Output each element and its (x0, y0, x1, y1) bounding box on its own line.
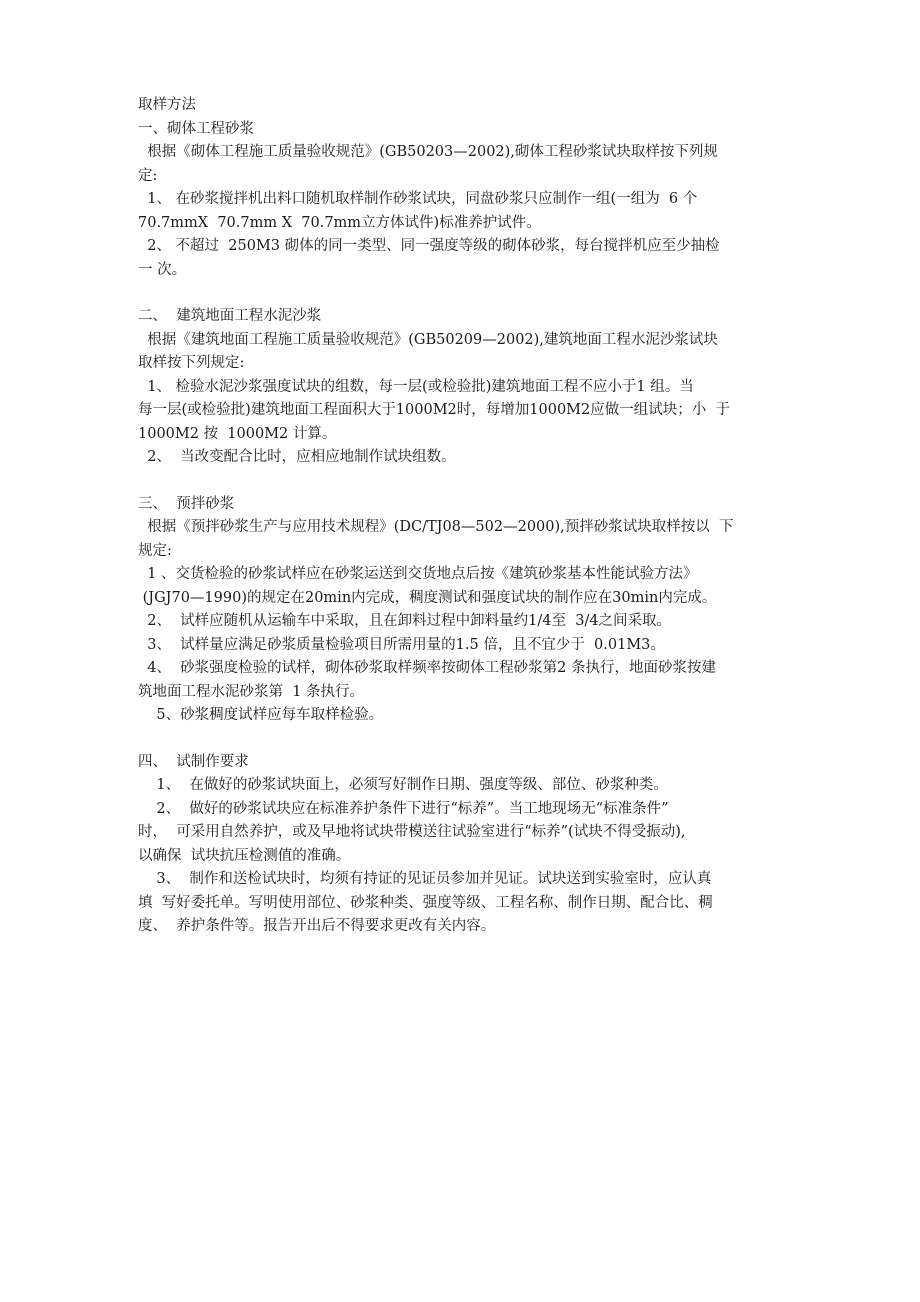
paragraph-line: 4、 砂浆强度检验的试样，砌体砂浆取样频率按砌体工程砂浆第2 条执行，地面砂浆按建 (138, 660, 716, 676)
paragraph-line: 取样按下列规定: (138, 355, 245, 371)
paragraph-line: 1000M2 按 1000M2 计算。 (138, 425, 337, 442)
paragraph-line: 1、 在砂浆搅拌机出料口随机取样制作砂浆试块，同盘砂浆只应制作一组(一组为 6 个 (138, 191, 698, 207)
paragraph-line: 根据《预拌砂浆生产与应用技术规程》(DC/TJ08—502—2000),预拌砂浆试块取样按以 下 (138, 519, 734, 535)
section-masonry-mortar (138, 118, 792, 283)
section-heading: 一、砌体工程砂浆 (138, 120, 254, 137)
paragraph-line: 填 写好委托单。写明使用部位、砂浆种类、强度等级、工程名称、制作日期、配合比、稠 (138, 894, 713, 911)
paragraph-line: 以确保 试块抗压检测值的准确。 (138, 847, 351, 864)
paragraph-line: 时， 可采用自然养护，或及早地将试块带模送往试验室进行“标养”(试块不得受振动), (138, 824, 686, 840)
section-specimen-requirements (138, 751, 792, 939)
section-heading: 四、 试制作要求 (138, 753, 249, 770)
paragraph-line: 2、 试样应随机从运输车中采取，且在卸料过程中卸料量约1/4至 3/4之间采取。 (138, 613, 672, 629)
paragraph-line: 筑地面工程水泥砂浆第 1 条执行。 (138, 683, 365, 700)
paragraph-line: 70.7mmX 70.7mm X 70.7mm立方体试件)标准养护试件。 (138, 214, 541, 231)
paragraph-line: 1 、交货检验的砂浆试样应在砂浆运送到交货地点后按《建筑砂浆基本性能试验方法》 (138, 566, 698, 582)
document-body (138, 94, 792, 939)
paragraph-line: 根据《砌体工程施工质量验收规范》(GB50203—2002),砌体工程砂浆试块取样按下列规 (138, 144, 718, 160)
paragraph-line: 2、 不超过 250M3 砌体的同一类型、同一强度等级的砌体砂浆，每台搅拌机应至少抽检 (138, 238, 720, 254)
paragraph-line: 2、 做好的砂浆试块应在标准养护条件下进行“标养”。当工地现场无“标准条件” (138, 800, 669, 817)
section-heading: 二、 建筑地面工程水泥沙浆 (138, 308, 322, 324)
paragraph-line: 1、 在做好的砂浆试块面上，必须写好制作日期、强度等级、部位、砂浆种类。 (138, 777, 668, 793)
paragraph-line: 5、砂浆稠度试样应每车取样检验。 (138, 707, 384, 723)
section-floor-cement-mortar (138, 305, 792, 470)
paragraph-line: 规定: (138, 542, 172, 559)
section-spacer (138, 470, 792, 493)
paragraph-line: 3、 制作和送检试块时，均须有持证的见证员参加并见证。试块送到实验室时，应认真 (138, 871, 712, 887)
paragraph-line: (JGJ70—1990)的规定在20min内完成，稠度测试和强度试块的制作应在30min内完成。 (138, 589, 717, 606)
section-spacer (138, 728, 792, 751)
paragraph-line: 定: (138, 167, 158, 184)
paragraph-line: 一 次。 (138, 261, 187, 278)
section-heading: 三、 预拌砂浆 (138, 495, 235, 512)
paragraph-line: 2、 当改变配合比时，应相应地制作试块组数。 (138, 449, 456, 465)
document-title: 取样方法 (138, 97, 196, 113)
paragraph-line: 根据《建筑地面工程施工质量验收规范》(GB50209—2002),建筑地面工程水泥沙浆试块 (138, 331, 718, 348)
section-spacer (138, 282, 792, 305)
paragraph-line: 度、 养护条件等。报告开出后不得要求更改有关内容。 (138, 918, 496, 934)
paragraph-line: 1、 检验水泥沙浆强度试块的组数，每一层(或检验批)建筑地面工程不应小于1 组。当 (138, 378, 694, 395)
paragraph-line: 每一层(或检验批)建筑地面工程面积大于1000M2时，每增加1000M2应做一组试块；小 于 (138, 402, 730, 418)
section-premixed-mortar (138, 493, 792, 728)
paragraph-line: 3、 试样量应满足砂浆质量检验项目所需用量的1.5 倍，且不宜少于 0.01M3。 (138, 636, 665, 653)
